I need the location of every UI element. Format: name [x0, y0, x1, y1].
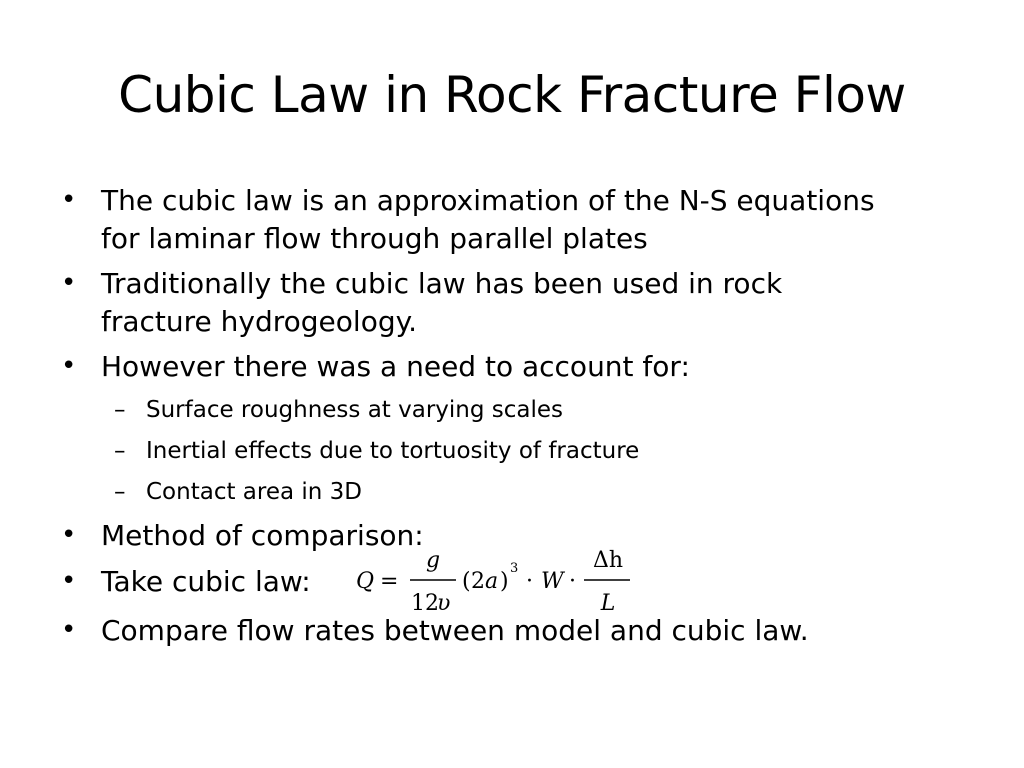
bullet-text: However there was a need to account for: — [101, 350, 690, 383]
formula-nu: υ — [437, 591, 451, 616]
formula-two: 2 — [471, 569, 485, 594]
formula-12: 12 — [411, 591, 439, 616]
cubic-law-formula — [350, 545, 640, 617]
bullet-text: The cubic law is an approximation of the N-S equations — [101, 184, 875, 217]
formula-g: g — [425, 548, 441, 573]
bullet-marker: • — [61, 566, 77, 596]
formula-paren-close: ) — [500, 569, 509, 594]
bullet-text: Traditionally the cubic law has been used in rock — [101, 267, 783, 300]
bullet-text: Take cubic law: — [101, 565, 311, 598]
formula-graphic — [350, 545, 640, 617]
formula-equals: = — [380, 569, 399, 594]
formula-dot: · — [526, 569, 533, 594]
bullet-marker: • — [61, 520, 77, 550]
formula-w: W — [541, 569, 564, 594]
sub-bullet-text: Inertial effects due to tortuosity of fracture — [146, 438, 640, 464]
formula-delta-h: Δh — [592, 548, 624, 573]
bullet-text: fracture hydrogeology. — [101, 305, 418, 338]
bullet-marker: • — [61, 268, 77, 298]
formula-paren-open: ( — [462, 569, 471, 594]
bullet-marker: • — [61, 351, 77, 381]
formula-exponent: 3 — [510, 561, 519, 576]
formula-dot: · — [569, 569, 576, 594]
bullet-marker: • — [61, 615, 77, 645]
sub-bullet-marker: – — [114, 479, 126, 505]
bullet-text: for laminar flow through parallel plates — [101, 222, 648, 255]
sub-bullet-text: Surface roughness at varying scales — [146, 397, 564, 423]
bullet-text: Method of comparison: — [101, 519, 424, 552]
formula-a: a — [485, 569, 499, 594]
bullet-text: Compare flow rates between model and cubic law. — [101, 614, 809, 647]
formula-q: Q — [356, 569, 375, 594]
sub-bullet-marker: – — [114, 397, 126, 423]
bullet-marker: • — [61, 185, 77, 215]
sub-bullet-text: Contact area in 3D — [146, 479, 363, 505]
sub-bullet-marker: – — [114, 438, 126, 464]
slide-title: Cubic Law in Rock Fracture Flow — [118, 66, 906, 124]
formula-l: L — [600, 591, 616, 616]
